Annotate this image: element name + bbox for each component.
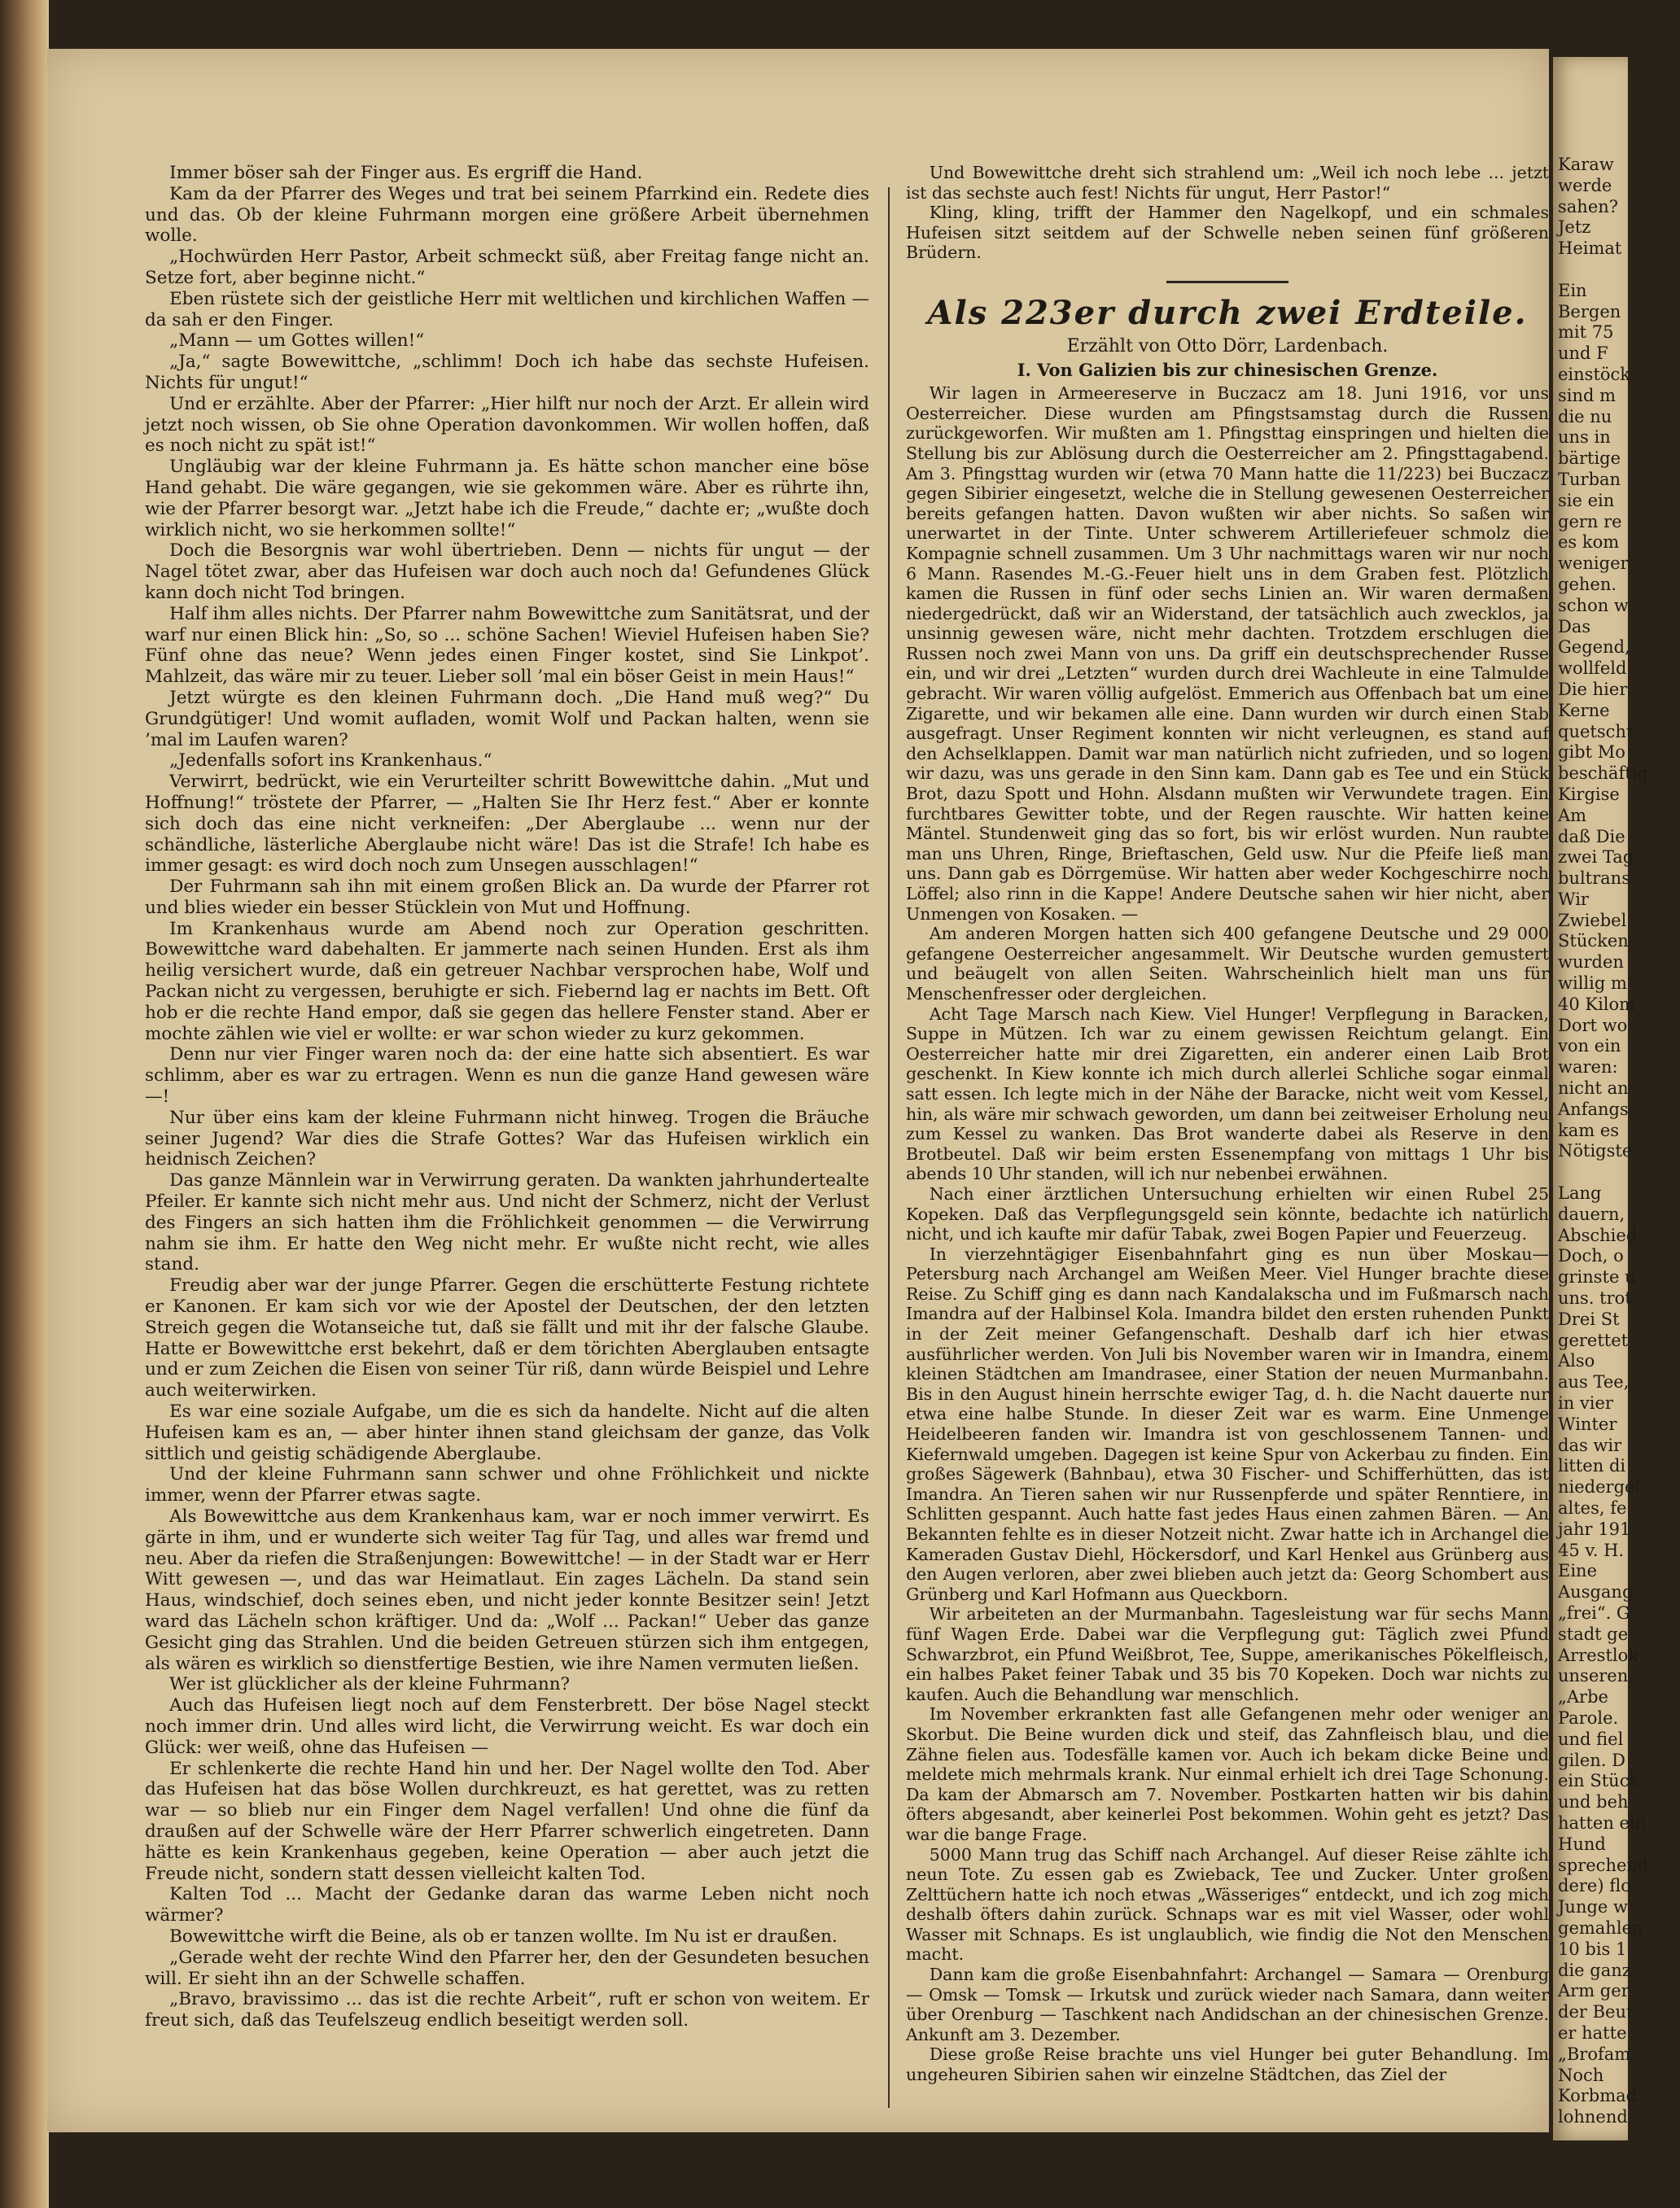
paragraph: Doch die Besorgnis war wohl übertrieben. Denn — nichts für ungut — der Nagel tötet zwar, aber das Hufeisen war doch auch noch da! Gefundenes Glück kann doch nicht Tod bringen. bbox=[145, 540, 869, 603]
fragment-line: einstöck bbox=[1558, 364, 1631, 384]
paragraph: 5000 Mann trug das Schiff nach Archangel. Auf dieser Reise zählte ich neun Tote. Zu essen gab es Zwieback, Tee und Zucker. Unter großen Zelttüchern hatte ich noch etwas „Wässeriges“ entdeckt, und ich zog mich deshalb öfters dahin zurück. Schnaps war es mit viel Wasser, oder wohl Wasser mit Schnaps. Es ist unglaublich, wie findig die Not den Menschen macht. bbox=[906, 1844, 1549, 1965]
fragment-line: beschäftig bbox=[1558, 763, 1648, 784]
fragment-line: Arrestlok bbox=[1558, 1645, 1638, 1665]
fragment-line: die ganz bbox=[1558, 1960, 1631, 1980]
fragment-line: Die hier bbox=[1558, 679, 1628, 699]
fragment-line: hatten ein bbox=[1558, 1812, 1647, 1833]
paragraph: Freudig aber war der junge Pfarrer. Gegen die erschütterte Festung richtete er Kanonen. Er kam sich vor wie der Apostel der Deutschen, der den letzten Streich gegen die Wotanseiche tut, daß sie fällt und mit ihr der falsche Glaube. Hatte er Bowewittche erst bekehrt, daß er dem törichten Aberglauben entsagte und er zum Zeichen die Eisen von seiner Tür riß, dann würde Beispiel und Lehre auch weiterwirken. bbox=[145, 1275, 869, 1401]
paragraph: Im Krankenhaus wurde am Abend noch zur Operation geschritten. Bowewittche ward dabehalten. Er jammerte nach seinen Hunden. Erst als ihm heilig versichert wurde, daß ein getreuer Nachbar versprochen habe, Wolf und Packan nicht zu vergessen, beruhigte er sich. Fiebernd lag er nachts im Bett. Oft hob er die rechte Hand empor, daß sie gegen das hellere Fenster stand. Aber er mochte zählen wie viel er wollte: er war schon wieder zu kurz gekommen. bbox=[145, 918, 869, 1044]
fragment-line: Also bbox=[1558, 1351, 1595, 1371]
fragment-line bbox=[1558, 1162, 1680, 1183]
fragment-line: Parole. bbox=[1558, 1707, 1619, 1728]
paragraph: „Mann — um Gottes willen!“ bbox=[169, 330, 425, 352]
fragment-line: Bergen bbox=[1558, 301, 1621, 321]
fragment-line: Am bbox=[1558, 805, 1587, 825]
fragment-line: von ein bbox=[1558, 1036, 1621, 1056]
paragraph: Dann kam die große Eisenbahnfahrt: Archangel — Samara — Orenburg — Omsk — Tomsk — Irkutsk und zurück wieder nach Samara, dann weiter über Orenburg — Taschkent nach Andidschan an der chinesischen Grenze. Ankunft am 3. Dezember. bbox=[906, 1965, 1549, 2044]
fragment-line: 45 v. H. bbox=[1558, 1540, 1625, 1560]
paragraph: „Gerade weht der rechte Wind den Pfarrer her, den der Gesundeten besuchen will. Er sieht ihn an der Schwelle schaffen. bbox=[145, 1947, 869, 1989]
fragment-line: Karaw bbox=[1558, 155, 1614, 174]
paragraph: „Ja,“ sagte Bowewittche, „schlimm! Doch ich habe das sechste Hufeisen. Nichts für ungut!“ bbox=[145, 352, 869, 393]
article-body bbox=[906, 383, 1549, 2084]
paragraph: Wir arbeiteten an der Murmanbahn. Tagesleistung war für sechs Mann fünf Wagen Erde. Dabei war die Verpflegung gut: Täglich zwei Pfund Schwarzbrot, ein Pfund Weißbrot, Tee, Suppe, amerikanisches Pökelfleisch, ein halbes Paket feiner Tabak und 35 bis 70 Kopeken. Doch war nichts zu kaufen. Auch die Behandlung war menschlich. bbox=[906, 1604, 1549, 1704]
paragraph: Bowewittche wirft die Beine, als ob er tanzen wollte. Im Nu ist er draußen. bbox=[169, 1926, 838, 1947]
fragment-line: Noch bbox=[1558, 2065, 1604, 2085]
fragment-line: „frei“. G bbox=[1558, 1602, 1630, 1623]
fragment-line: weniger bbox=[1558, 553, 1629, 574]
paragraph: Diese große Reise brachte uns viel Hunger bei guter Behandlung. Im ungeheuren Sibirien sahen wir einzelne Städtchen, das Ziel der bbox=[906, 2044, 1549, 2085]
fragment-line: und F bbox=[1558, 343, 1608, 364]
fragment-line: und beh bbox=[1558, 1792, 1629, 1812]
paragraph: Als Bowewittche aus dem Krankenhaus kam, war er noch immer verwirrt. Es gärte in ihm, und er wunderte sich weiter Tag für Tag, und alles war fremd und neu. Aber da riefen die Straßenjungen: Bowewittche! — in der Stadt war er Herr Witt gewesen —, und das war Heimatlaut. Ein zages Lächeln. Da stand sein Haus, windschief, doch seines eben, und nicht jeder konnte Besitzer sein! Jetzt ward das Lächeln schon kräftiger. Und da: „Wolf ... Packan!“ Ueber das ganze Gesicht ging das Strahlen. Und die beiden Getreuen stürzen sich ihm entgegen, als wären es wirklich so dienstfertige Bestien, wie ihre Namen vermuten ließen. bbox=[145, 1506, 869, 1674]
fragment-line: altes, fe bbox=[1558, 1498, 1627, 1518]
fragment-line: Kerne bbox=[1558, 700, 1610, 720]
section-heading: I. Von Galizien bis zur chinesischen Grenze. bbox=[1017, 359, 1438, 380]
fragment-line: uns. trot bbox=[1558, 1288, 1632, 1309]
fragment-line: daß Die bbox=[1558, 826, 1625, 846]
fragment-line: gibt Mo bbox=[1558, 742, 1625, 763]
fragment-line: Ein bbox=[1558, 280, 1587, 300]
fragment-line: in vier bbox=[1558, 1393, 1613, 1414]
fragment-line: gehen. bbox=[1558, 574, 1617, 594]
fragment-line: Junge w bbox=[1558, 1897, 1628, 1917]
book-binding bbox=[0, 0, 49, 2208]
fragment-line: Hund bbox=[1558, 1834, 1606, 1854]
fragment-line: gilen. D bbox=[1558, 1750, 1626, 1770]
fragment-line: das wir bbox=[1558, 1435, 1622, 1455]
paragraph: In vierzehntägiger Eisenbahnfahrt ging es nun über Moskau—Petersburg nach Archangel am Weißen Meer. Viel Hunger brachte diese Reise. Zu Schiff ging es dann nach Kandalakscha und im Fußmarsch nach Imandra auf der Halbinsel Kola. Imandra bildet den ersten ruhenden Punkt in der Zeit meiner Gefangenschaft. Deshalb darf ich hier etwas ausführlicher werden. Von Juli bis November waren wir in Imandra, einem kleinen Städtchen am Imandrasee, einer Station der neuen Murmanbahn. Bis in den August hinein herrschte ewiger Tag, d. h. die Nacht dauerte nur etwa eine halbe Stunde. In dieser Zeit war es warm. Eine Unmenge Heidelbeeren fanden wir. Imandra ist von geschlossenem Tannen- und Kiefernwald umgeben. Dagegen ist keine Spur von Ackerbau zu finden. Ein großes Sägewerk (Bahnbau), etwa 30 Fischer- und Schifferhütten, das ist Imandra. An Tieren sahen wir nur Russenpferde und später Renntiere, in Schlitten gespannt. Auch hatte fast jedes Haus einen zahmen Bären. — An Bekannten fehlte es in dieser Notzeit nicht. Zwar hatte ich in Archangel die Kameraden Gustav Diehl, Höckersdorf, und Karl Henkel aus Grünberg aus den Augen verloren, aber zwei blieben auch jetzt da: Georg Schombert aus Grünberg und Karl Hofmann aus Queckborn. bbox=[906, 1244, 1549, 1604]
fragment-line: Jetz bbox=[1558, 217, 1591, 238]
paragraph: Verwirrt, bedrückt, wie ein Verurteilter schritt Bowewittche dahin. „Mut und Hoffnung!“ tröstete der Pfarrer, — „Halten Sie Ihr Herz fest.“ Aber er konnte sich doch das eine nicht verkneifen: „Der Aberglaube ... wenn nur der schändliche, lästerliche Aberglaube nicht wäre! Das ist die Strafe! Ich habe es immer gesagt: es wird doch noch zum Unsegen ausschlagen!“ bbox=[145, 772, 869, 877]
paragraph: Und er erzählte. Aber der Pfarrer: „Hier hilft nur noch der Arzt. Er allein wird jetzt noch wissen, ob Sie ohne Operation davonkommen. Wir wollen hoffen, daß es noch nicht zu spät ist!“ bbox=[145, 393, 869, 457]
fragment-line: 10 bis 1 bbox=[1558, 1939, 1627, 1959]
fragment-line: Das bbox=[1558, 616, 1591, 636]
fragment-line: Eine bbox=[1558, 1561, 1597, 1581]
fragment-line: er hatte bbox=[1558, 2022, 1627, 2043]
fragment-line: Wir bbox=[1558, 889, 1589, 909]
paragraph: Wer ist glücklicher als der kleine Fuhrmann? bbox=[169, 1674, 571, 1695]
fragment-line: lohnend bbox=[1558, 2107, 1628, 2127]
fragment-line: und fiel bbox=[1558, 1729, 1624, 1749]
story-column-left bbox=[145, 163, 869, 2031]
article-author: Erzählt von Otto Dörr, Lardenbach. bbox=[1066, 335, 1389, 356]
fragment-line: willig m bbox=[1558, 973, 1627, 994]
fragment-line: sie ein bbox=[1558, 490, 1615, 510]
fragment-line: gemahlen bbox=[1558, 1917, 1643, 1938]
fragment-line: jahr 191 bbox=[1558, 1519, 1631, 1539]
fragment-line: aus Tee, bbox=[1558, 1372, 1630, 1393]
fragment-line: wollfeld bbox=[1558, 658, 1627, 679]
fragment-line: werde bbox=[1558, 175, 1612, 195]
fragment-line: Turban bbox=[1558, 469, 1621, 489]
adjacent-page-edge bbox=[1553, 57, 1649, 2140]
fragment-line: Korbmad bbox=[1558, 2086, 1638, 2106]
fragment-line: uns in bbox=[1558, 427, 1611, 448]
fragment-line: litten di bbox=[1558, 1456, 1626, 1476]
fragment-line: wurden bbox=[1558, 952, 1624, 973]
fragment-line: unseren bbox=[1558, 1666, 1629, 1686]
fragment-line: grinste u bbox=[1558, 1267, 1636, 1288]
paragraph: Kling, kling, trifft der Hammer den Nagelkopf, und ein schmales Hufeisen sitzt seitdem auf der Schwelle neben seinen fünf größeren Brüdern. bbox=[906, 203, 1549, 263]
fragment-line: Arm ger bbox=[1558, 1981, 1630, 2001]
fragment-line: Nötigste bbox=[1558, 1141, 1633, 1161]
paragraph: „Hochwürden Herr Pastor, Arbeit schmeckt süß, aber Freitag fange nicht an. Setze fort, aber beginne nicht.“ bbox=[145, 247, 869, 288]
fragment-line: der Beut bbox=[1558, 2002, 1634, 2022]
fragment-line: Doch, o bbox=[1558, 1246, 1624, 1266]
paragraph: Er schlenkerte die rechte Hand hin und her. Der Nagel wollte den Tod. Aber das Hufeisen hat das böse Wollen durchkreuzt, es hat gerettet, was zu retten war — so blieb nur ein Finger dem Nagel verfallen! Und ohne die fünf da draußen auf der Schwelle wäre der Herr Pfarrer schwerlich eingetreten. Dann hätte es kein Krankenhaus gegeben, keine Operation — aber auch jetzt die Freude nicht, sondern statt dessen vielleicht kalten Tod. bbox=[145, 1758, 869, 1884]
fragment-line: gern re bbox=[1558, 511, 1622, 531]
fragment-line: es kom bbox=[1558, 532, 1620, 553]
fragment-line: mit 75 bbox=[1558, 322, 1614, 343]
fragment-line: niedergel bbox=[1558, 1477, 1641, 1498]
fragment-line: bultrans bbox=[1558, 868, 1630, 889]
fragment-line: Anfangs bbox=[1558, 1099, 1629, 1119]
fragment-line: „Arbe bbox=[1558, 1687, 1608, 1707]
fragment-line: Dort wo bbox=[1558, 1015, 1628, 1035]
title-rule bbox=[1166, 281, 1288, 283]
paragraph: Kalten Tod ... Macht der Gedanke daran das warme Leben nicht noch wärmer? bbox=[145, 1884, 869, 1926]
paragraph: Und der kleine Fuhrmann sann schwer und ohne Fröhlichkeit und nickte immer, wenn der Pfarrer etwas sagte. bbox=[145, 1464, 869, 1506]
fragment-line: dauern, bbox=[1558, 1204, 1625, 1224]
fragment-line: Gegend, bbox=[1558, 637, 1630, 658]
paragraph: Nur über eins kam der kleine Fuhrmann nicht hinweg. Trogen die Bräuche seiner Jugend? War dies die Strafe Gottes? War das Hufeisen wirklich ein heidnisch Zeichen? bbox=[145, 1107, 869, 1170]
article-title: Als 223er durch zwei Erdteile. bbox=[927, 293, 1528, 332]
paragraph: „Jedenfalls sofort ins Krankenhaus.“ bbox=[169, 750, 492, 772]
column-divider bbox=[888, 187, 890, 2108]
paragraph: Ungläubig war der kleine Fuhrmann ja. Es hätte schon mancher eine böse Hand gehabt. Die wäre gegangen, wie sie gekommen wäre. Aber es rührte ihn, wie der Pfarrer besorgt war. „Jetzt habe ich die Freude,“ dachte er; „wußte doch wirklich nicht, wo sie herkommen sollte!“ bbox=[145, 457, 869, 540]
paragraph: Denn nur vier Finger waren noch da: der eine hatte sich absentiert. Es war schlimm, aber es war zu ertragen. Wenn es nun die ganze Hand gewesen wäre —! bbox=[145, 1044, 869, 1108]
fragment-line: quetscht. bbox=[1558, 721, 1639, 741]
fragment-line: Abschied bbox=[1558, 1225, 1638, 1245]
paragraph: Wir lagen in Armeereserve in Buczacz am 18. Juni 1916, vor uns Oesterreicher. Diese wurden am Pfingstsamstag durch die Russen zurückgeworfen. Wir mußten am 1. Pfingsttag einspringen und hielten die Stellung bis zur Ablösung durch die Oesterreicher am 2. Pfingsttagabend. Am 3. Pfingsttag wurden wir (etwa 70 Mann hatte die 11/223) bei Buczacz gegen Sibirier eingesetzt, welche die in Stellung gewesenen Oesterreicher bereits gefangen hatten. Davon wußten wir aber nichts. So saßen wir unerwartet in der Tinte. Unter schwerem Artilleriefeuer schmolz die Kompagnie schnell zusammen. Um 3 Uhr nachmittags waren wir nur noch 6 Mann. Rasendes M.-G.-Feuer hielt uns in dem Graben fest. Plötzlich kamen die Russen in fünf oder sechs Linien an. Wir waren dermaßen niedergedrückt, daß wir an Widerstand, der tatsächlich auch zwecklos, ja unsinnig gewesen wäre, nicht mehr dachten. Trotzdem erschlugen die Russen noch zwei Mann von uns. Da griff ein deutschsprechender Russe ein, und wir drei „Letzten“ wurden durch drei Wachleute in eine Talmulde gebracht. Wir waren völlig aufgelöst. Emmerich aus Offenbach bat um eine Zigarette, und wir bekamen alle eine. Dann wurden wir durch einen Stab ausgefragt. Unser Regiment konnten wir nicht verleugnen, es stand auf den Achselklappen. Damit war man natürlich nicht zufrieden, und so logen wir dazu, was uns gerade in den Sinn kam. Dann gab es Tee und ein Stück Brot, dazu Spott und Hohn. Alsdann mußten wir Verwundete tragen. Ein furchtbares Gewitter tobte, und der Regen rauschte. Wir hatten keine Mäntel. Stundenweit ging das so fort, bis wir erlöst wurden. Nun raubte man uns Uhren, Ringe, Brieftaschen, Geld usw. Nur die Pfeife ließ man uns. Dann gab es Dörrgemüse. Wir hatten aber weder Kochgeschirre noch Löffel; also rinn in die Kappe! Andere Deutsche sahen wir hier nicht, aber Unmengen von Kosaken. — bbox=[906, 383, 1549, 924]
paragraph: Nach einer ärztlichen Untersuchung erhielten wir einen Rubel 25 Kopeken. Daß das Verpflegungsgeld sein könnte, bedachte ich natürlich nicht, und ich kaufte mir dafür Tabak, zwei Bogen Papier und Feuerzeug. bbox=[906, 1183, 1549, 1244]
fragment-line: stadt ge bbox=[1558, 1624, 1629, 1644]
paragraph: Eben rüstete sich der geistliche Herr mit weltlichen und kirchlichen Waffen — da sah er den Finger. bbox=[145, 288, 869, 330]
paragraph: Es war eine soziale Aufgabe, um die es sich da handelte. Nicht auf die alten Hufeisen kam es an, — aber hinter ihnen stand gleichsam der ganze, das Volk sittlich und geistig schädigende Aberglaube. bbox=[145, 1401, 869, 1464]
paragraph: Immer böser sah der Finger aus. Es ergriff die Hand. bbox=[169, 163, 643, 183]
fragment-line: dere) flo bbox=[1558, 1876, 1631, 1896]
newspaper-page bbox=[47, 49, 1549, 2132]
fragment-line: nicht an bbox=[1558, 1078, 1629, 1099]
paragraph: Das ganze Männlein war in Verwirrung geraten. Da wankten jahrhundertealte Pfeiler. Er kannte sich nicht mehr aus. Und nicht der Schmerz, nicht der Verlust des Fingers an sich hatten ihm die Fröhlichkeit genommen — die Verwirrung nahm sie ihm. Er hatte den Weg nicht mehr. Er wußte nicht recht, wie alles stand. bbox=[145, 1170, 869, 1275]
fragment-line: zwei Tag bbox=[1558, 847, 1634, 868]
paragraph: Auch das Hufeisen liegt noch auf dem Fensterbrett. Der böse Nagel steckt noch immer drin. Und alles wird licht, die Verwirrung weicht. Es war doch ein Glück: wer weiß, ohne das Hufeisen — bbox=[145, 1695, 869, 1758]
paragraph: Am anderen Morgen hatten sich 400 gefangene Deutsche und 29 000 gefangene Oesterreicher angesammelt. Wir Deutsche wurden gemustert und beäugelt von allen Seiten. Wahrscheinlich hielt man uns für Menschenfresser oder dergleichen. bbox=[906, 924, 1549, 1003]
fragment-line: Kirgise bbox=[1558, 784, 1620, 804]
story-ending bbox=[906, 163, 1549, 263]
fragment-line: schon w bbox=[1558, 595, 1629, 615]
fragment-line: Zwiebel bbox=[1558, 910, 1627, 930]
paragraph: Jetzt würgte es den kleinen Fuhrmann doch. „Die Hand muß weg?“ Du Grundgütiger! Und womit aufladen, womit Wolf und Packan halten, wenn sie ’mal im Laufen waren? bbox=[145, 687, 869, 750]
paragraph: Der Fuhrmann sah ihn mit einem großen Blick an. Da wurde der Pfarrer rot und blies wieder ein besser Stücklein von Mut und Hoffnung. bbox=[145, 877, 869, 918]
fragment-line: Drei St bbox=[1558, 1309, 1620, 1329]
fragment-line: sprechend bbox=[1558, 1855, 1649, 1875]
fragment-line: „Brofam bbox=[1558, 2044, 1631, 2064]
fragment-line: Lang bbox=[1558, 1183, 1602, 1204]
paragraph: Half ihm alles nichts. Der Pfarrer nahm Bowewittche zum Sanitätsrat, und der warf nur einen Blick hin: „So, so ... schöne Sachen! Wieviel Hufeisen haben Sie? Fünf ohne das neue? Wenn jedes einen Finger kostet, sind Sie Linkpot’. Mahlzeit, das wäre mir zu teuer. Lieber soll ’mal ein böser Geist in mein Haus!“ bbox=[145, 603, 869, 688]
fragment-line: 40 Kilom bbox=[1558, 994, 1636, 1014]
fragment-line: Heimat bbox=[1558, 238, 1622, 259]
fragment-line: Stücken bbox=[1558, 931, 1629, 951]
paragraph: Acht Tage Marsch nach Kiew. Viel Hunger! Verpflegung in Baracken, Suppe in Mützen. Ich war zu einem gewissen Reichtum gelangt. Ein Oesterreicher hatte mir drei Zigaretten, ein anderer einen Laib Brot geschenkt. In Kiew konnte ich mich durch allerlei Schliche sogar einmal satt essen. Ich legte mich in der Nähe der Baracke, nicht weit vom Kessel, hin, als wäre mir schwach geworden, um dann bei zeitweiser Erholung neu zum Kessel zu wanken. Das Brot wanderte dabei als Reserve in den Brotbeutel. Daß wir beim ersten Essenempfang von mittags 1 Uhr bis abends 10 Uhr standen, will ich nur nebenbei erwähnen. bbox=[906, 1003, 1549, 1184]
story-column-right bbox=[906, 163, 1549, 2085]
fragment-line: gerettet bbox=[1558, 1330, 1629, 1350]
fragment-line bbox=[1558, 260, 1680, 281]
fragment-line: Ausgang bbox=[1558, 1582, 1634, 1602]
fragment-line: waren: bbox=[1558, 1057, 1618, 1078]
fragment-line: bärtige bbox=[1558, 448, 1621, 469]
fragment-line: kam es bbox=[1558, 1120, 1620, 1140]
fragment-line: sahen? bbox=[1558, 196, 1619, 216]
paragraph: „Bravo, bravissimo ... das ist die rechte Arbeit“, ruft er schon von weitem. Er freut sich, daß das Teufelszeug endlich beseitigt werden soll. bbox=[145, 1989, 869, 2031]
fragment-line: die nu bbox=[1558, 406, 1612, 426]
paragraph: Kam da der Pfarrer des Weges und trat bei seinem Pfarrkind ein. Redete dies und das. Ob der kleine Fuhrmann morgen eine größere Arbeit übernehmen wolle. bbox=[145, 183, 869, 247]
fragment-line: sind m bbox=[1558, 385, 1617, 405]
fragment-line: Winter bbox=[1558, 1414, 1617, 1434]
paragraph: Im November erkrankten fast alle Gefangenen mehr oder weniger an Skorbut. Die Beine wurden dick und steif, das Zahnfleisch blau, und die Zähne fielen aus. Todesfälle kamen vor. Auch ich bekam dicke Beine und meldete mich mehrmals krank. Nur einmal erhielt ich drei Tage Schonung. Da kam der Abmarsch am 7. November. Postkarten hatten wir bis dahin öfters abgesandt, aber keinerlei Post bekommen. Wohin geht es jetzt? Das war die bange Frage. bbox=[906, 1704, 1549, 1844]
adjacent-page-text bbox=[1558, 155, 1680, 2128]
paragraph: Und Bowewittche dreht sich strahlend um: „Weil ich noch lebe ... jetzt ist das sechste auch fest! Nichts für ungut, Herr Pastor!“ bbox=[906, 163, 1549, 203]
fragment-line: ein Stück bbox=[1558, 1771, 1640, 1791]
